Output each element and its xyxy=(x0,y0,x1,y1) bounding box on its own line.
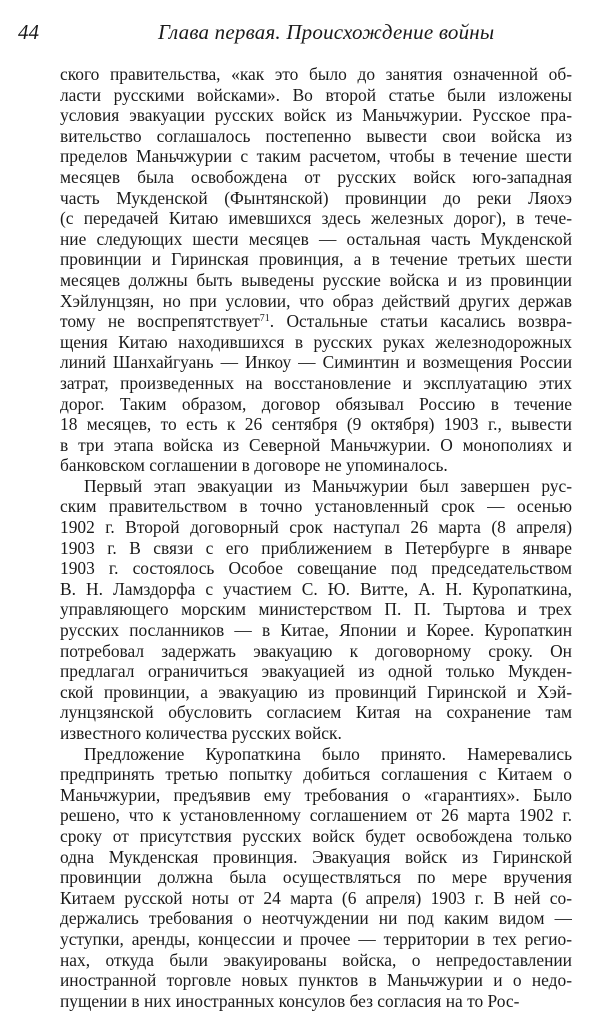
text-line: Маньчжурии, предъявив ему требования о «гарантиях». Было xyxy=(60,784,572,805)
text-line: иностранной торговле новых пунктов в Маньчжурии и о недо- xyxy=(60,970,572,991)
text-line: управляющего морским министерством П. П. Тыртова и трех xyxy=(60,599,572,620)
page-header xyxy=(18,17,572,47)
text-line: ской провинции, а эвакуацию из провинций Гиринской и Хэй- xyxy=(60,681,572,702)
text-line: Первый этап эвакуации из Маньчжурии был завершен рус- xyxy=(84,475,572,496)
text-line: Китаем русской ноты от 24 марта (6 апреля) 1903 г. В ней со- xyxy=(60,887,572,908)
text-line: ского правительства, «как это было до занятия означенной об- xyxy=(60,64,572,84)
text-line: дорог. Таким образом, договор обязывал Россию в течение xyxy=(60,393,572,414)
paragraph xyxy=(60,64,572,476)
text-line: условия эвакуации русских войск из Маньчжурии. Русское пра- xyxy=(60,105,572,126)
text-line: (с передачей Китаю имевшихся здесь железных дорог), в тече- xyxy=(60,208,572,229)
text-line: 1903 г. состоялось Особое совещание под председательством xyxy=(60,558,572,579)
text-line: потребовал задержать эвакуацию к договорному сроку. Он xyxy=(60,640,572,661)
text-line: провинции должна была осуществляться по мере вручения xyxy=(60,867,572,888)
text-line: Хэйлунцзян, но при условии, что образ действий других держав xyxy=(60,290,572,311)
paragraph xyxy=(60,744,572,1011)
text-line: пущении в них иностранных консулов без согласия на то Рос- xyxy=(60,990,520,1011)
text-line: ние следующих шести месяцев — остальная часть Мукденской xyxy=(60,228,572,249)
text-line: нах, откуда были эвакуированы войска, о непредоставлении xyxy=(60,949,572,970)
page-number: 44 xyxy=(18,20,39,44)
text-line: сроку от присутствия русских войск будет освобождена только xyxy=(60,825,572,846)
text-line: провинции и Гиринская провинция, а в течение третьих шести xyxy=(60,249,572,270)
text-line: часть Мукденской (Фынтянской) провинции до реки Ляохэ xyxy=(60,187,572,208)
text-line: банковском соглашении в договоре не упоминалось. xyxy=(60,455,448,476)
text-line: предлагал ограничиться эвакуацией из одной только Мукден- xyxy=(60,661,572,682)
text-line: лунцзянской обусловить согласием Китая на сохранение там xyxy=(60,702,572,723)
text-line: вительство соглашалось постепенно вывести свои войска из xyxy=(60,125,572,146)
text-line: щения Китаю находившихся в русских руках железнодорожных xyxy=(60,331,572,352)
text-line: месяцев должны быть выведены русские войска и из провинции xyxy=(60,269,572,290)
text-line: известного количества русских войск. xyxy=(60,723,342,743)
running-title: Глава первая. Происхождение войны xyxy=(158,20,495,44)
text-line: держались требования о неотчуждении ни под каким видом — xyxy=(60,908,572,929)
text-line: ласти русскими войсками». Во второй статье были изложены xyxy=(60,84,572,105)
text-line: Предложение Куропаткина было принято. Намеревались xyxy=(84,743,572,764)
paragraph xyxy=(60,476,572,744)
footnote-marker: 71 xyxy=(259,313,270,325)
text-line: русских посланников — в Китае, Японии и Корее. Куропаткин xyxy=(60,620,572,641)
text-line: 1903 г. В связи с его приближением в Петербурге в январе xyxy=(60,537,572,558)
text-line: уступки, аренды, концессии и прочее — территории в тех регио- xyxy=(60,928,572,949)
body-text xyxy=(60,64,572,1011)
text-line: в три этапа войска из Северной Маньчжурии. О монополиях и xyxy=(60,434,572,455)
text-line: месяцев была освобождена от русских войск юго-западная xyxy=(60,166,572,187)
text-line: ским правительством в точно установленный срок — осенью xyxy=(60,496,572,517)
text-line: решено, что к установленному соглашением от 26 марта 1902 г. xyxy=(60,805,572,826)
text-line: предпринять третью попытку добиться соглашения с Китаем о xyxy=(60,764,572,785)
text-line: 18 месяцев, то есть к 26 сентября (9 октября) 1903 г., вывести xyxy=(60,414,572,435)
text-line: затрат, произведенных на восстановление и эксплуатацию этих xyxy=(60,372,572,393)
text-line: тому не воспрепятствует$^{71}$. Остальные статьи касались возвра- xyxy=(60,311,572,332)
text-line: линий Шанхайгуань — Инкоу — Симинтин и возмещения России xyxy=(60,352,572,373)
text-line: 1902 г. Второй договорный срок наступал 26 марта (8 апреля) xyxy=(60,517,572,538)
text-line: одна Мукденская провинция. Эвакуация войск из Гиринской xyxy=(60,846,572,867)
text-line: пределов Маньчжурии с таким расчетом, чтобы в течение шести xyxy=(60,146,572,167)
text-line: В. Н. Ламздорфа с участием С. Ю. Витте, А. Н. Куропаткина, xyxy=(60,578,572,599)
